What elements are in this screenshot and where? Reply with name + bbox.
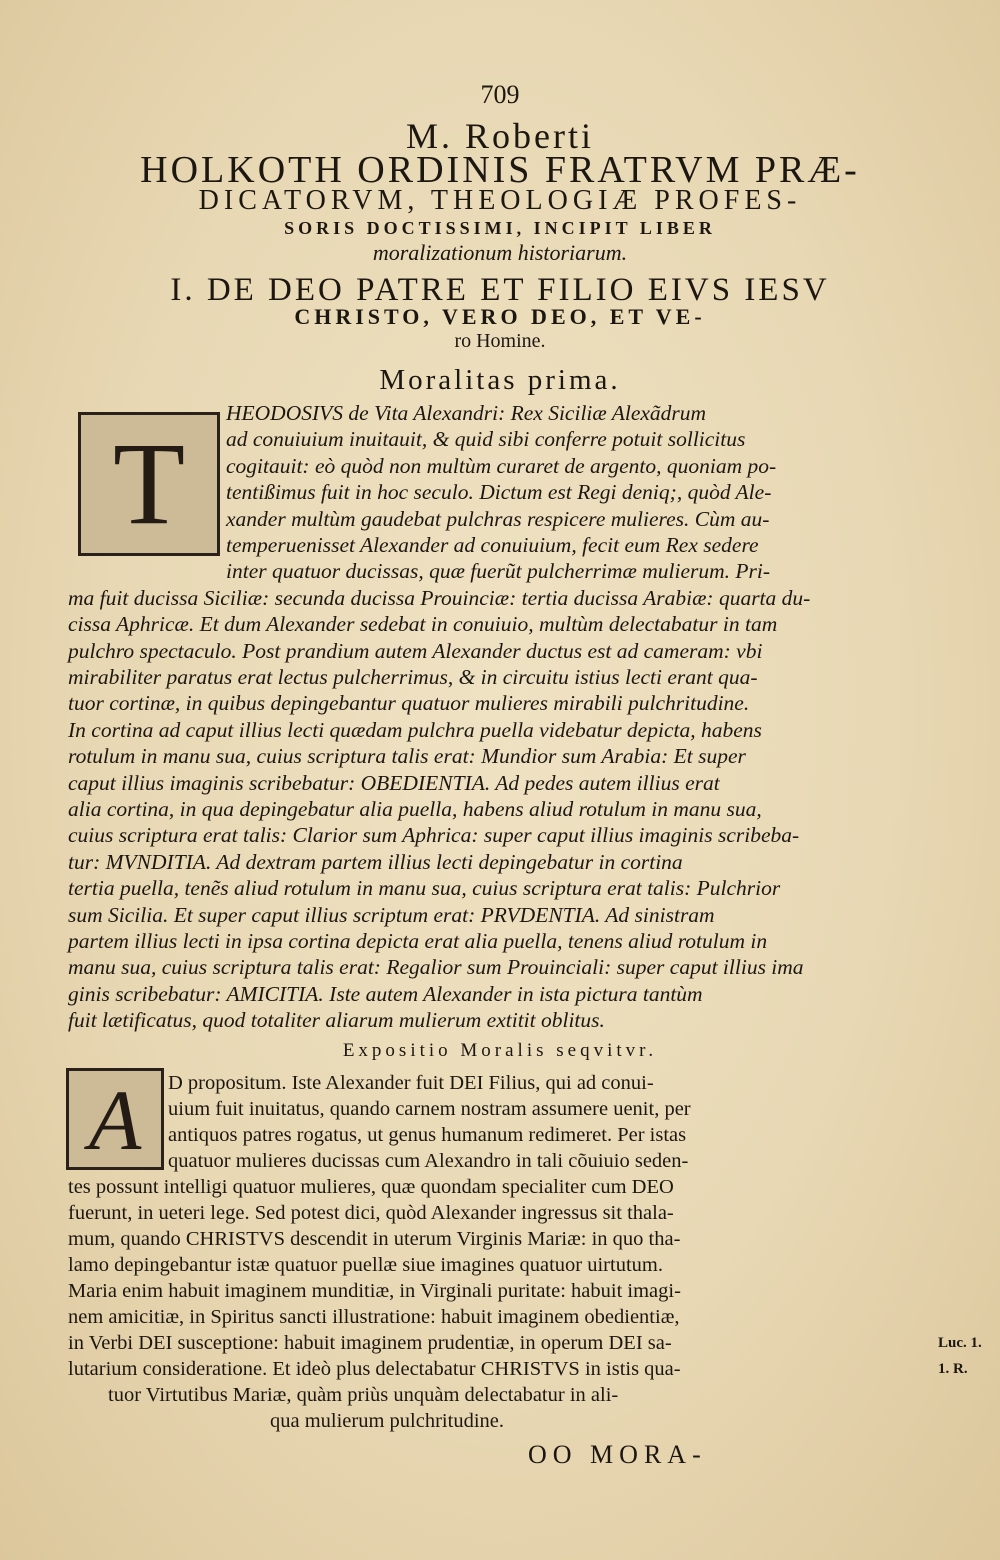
- story-line: fuit lætificatus, quod totaliter aliarum mulierum extitit oblitus.: [68, 1008, 605, 1032]
- story-line: rotulum in manu sua, cuius scriptura talis erat: Mundior sum Arabia: Et super: [68, 744, 746, 768]
- exposition-line: lamo depingebantur istæ quatuor puellæ siue imagines quatuor uirtutum.: [68, 1254, 663, 1276]
- story-line: mirabiliter paratus erat lectus pulcherrimus, & in circuitu istius lecti erant qua-: [68, 665, 758, 689]
- story-line: sum Sicilia. Et super caput illius scriptum erat: PRVDENTIA. Ad sinistram: [68, 903, 715, 927]
- story-line: In cortina ad caput illius lecti quædam pulchra puella videbatur depicta, habens: [68, 718, 762, 742]
- exposition-line: fuerunt, in ueteri lege. Sed potest dici, quòd Alexander ingressus sit thala-: [68, 1202, 674, 1224]
- page-number: 709: [480, 80, 520, 109]
- story-line: cuius scriptura erat talis: Clarior sum Aphrica: super caput illius imaginis scribeba-: [68, 823, 800, 847]
- story-line: HEODOSIVS de Vita Alexandri: Rex Siciliæ Alexãdrum: [226, 401, 707, 425]
- exposition-line: lutarium consideratione. Et ideò plus delectabatur CHRISTVS in istis qua-: [68, 1358, 681, 1380]
- margin-note: Luc. 1.: [938, 1335, 982, 1351]
- story-line: alia cortina, in qua depingebatur alia puella, habens aliud rotulum in manu sua,: [68, 797, 762, 821]
- initial-letter: A: [88, 1072, 142, 1168]
- story-line: tur: MVNDITIA. Ad dextram partem illius lecti depingebatur in cortina: [68, 850, 683, 874]
- chapter-title-line-1: I. DE DEO PATRE ET FILIO EIVS IESV: [170, 272, 830, 308]
- initial-letter: T: [112, 418, 186, 549]
- exposition-line: tes possunt intelligi quatuor mulieres, quæ quondam specialiter cum DEO: [68, 1176, 674, 1198]
- story-line: ad conuiuium inuitauit, & quid sibi conferre potuit sollicitus: [226, 427, 746, 451]
- exposition-heading: Expositio Moralis seqvitvr.: [342, 1040, 658, 1061]
- story-line: ma fuit ducissa Siciliæ: secunda ducissa Prouinciæ: tertia ducissa Arabiæ: quarta du-: [68, 586, 811, 610]
- story-line: pulchro spectaculo. Post prandium autem Alexander ductus est ad cameram: vbi: [68, 639, 763, 663]
- exposition-line: antiquos patres rogatus, ut genus humanum redimeret. Per istas: [168, 1124, 687, 1146]
- exposition-line: tuor Virtutibus Mariæ, quàm priùs unquàm delectabatur in ali-: [108, 1384, 619, 1406]
- exposition-line: D propositum. Iste Alexander fuit DEI Filius, qui ad conui-: [168, 1072, 654, 1094]
- margin-note: 1. R.: [938, 1361, 968, 1377]
- story-line: tentißimus fuit in hoc seculo. Dictum est Regi deniq;, quòd Ale-: [226, 480, 772, 504]
- heading-line-4: SORIS DOCTISSIMI, INCIPIT LIBER: [284, 218, 716, 238]
- story-line: temperuenisset Alexander ad conuiuium, fecit eum Rex sedere: [226, 533, 759, 557]
- heading-line-5: moralizationum historiarum.: [372, 240, 628, 265]
- story-line: manu sua, cuius scriptura talis erat: Regalior sum Prouinciali: super caput illius ima: [68, 955, 804, 979]
- chapter-title-line-2: CHRISTO, VERO DEO, ET VE-: [294, 304, 706, 329]
- exposition-line: Maria enim habuit imaginem munditiæ, in Virginali puritate: habuit imagi-: [68, 1280, 681, 1302]
- chapter-title-line-3: ro Homine.: [454, 330, 546, 352]
- story-line: ginis scribebatur: AMICITIA. Iste autem Alexander in ista pictura tantùm: [68, 982, 703, 1006]
- story-line: caput illius imaginis scribebatur: OBEDIENTIA. Ad pedes autem illius erat: [68, 771, 720, 795]
- heading-line-3: DICATORVM, THEOLOGIÆ PROFES-: [198, 185, 802, 216]
- exposition-line: qua mulierum pulchritudine.: [270, 1410, 504, 1432]
- exposition-line: in Verbi DEI susceptione: habuit imaginem prudentiæ, in operum DEI sa-: [68, 1332, 672, 1354]
- story-line: inter quatuor ducissas, quæ fuerũt pulcherrimæ mulierum. Pri-: [226, 559, 771, 583]
- story-line: cissa Aphricæ. Et dum Alexander sedebat in conuiuio, multùm delectabatur in tam: [68, 612, 778, 636]
- exposition-line: nem amicitiæ, in Spiritus sancti illustratione: habuit imaginem obedientiæ,: [68, 1306, 680, 1328]
- story-line: xander multùm gaudebat pulchras respicere mulieres. Cùm au-: [226, 507, 770, 531]
- story-line: tertia puella, tenẽs aliud rotulum in manu sua, cuius scriptura erat talis: Pulchrior: [68, 876, 781, 900]
- story-line: partem illius lecti in ipsa cortina depicta erat alia puella, tenens aliud rotulum in: [68, 929, 768, 953]
- section-title: Moralitas prima.: [379, 364, 621, 396]
- exposition-line: uium fuit inuitatus, quando carnem nostram assumere uenit, per: [168, 1098, 691, 1120]
- heading-author: M. Roberti: [406, 116, 594, 156]
- woodcut-initial-a: [66, 1068, 164, 1170]
- heading-line-2: HOLKOTH ORDINIS FRATRVM PRÆ-: [140, 149, 860, 191]
- catchword: OO MORA-: [528, 1440, 707, 1469]
- story-line: cogitauit: eò quòd non multùm curaret de argento, quoniam po-: [226, 454, 777, 478]
- story-line: tuor cortinæ, in quibus depingebantur quatuor mulieres mirabili pulchritudine.: [68, 691, 750, 715]
- exposition-line: quatuor mulieres ducissas cum Alexandro in tali cõuiuio seden-: [168, 1150, 689, 1172]
- woodcut-initial-t: [78, 412, 220, 556]
- exposition-line: mum, quando CHRISTVS descendit in uterum Virginis Mariæ: in quo tha-: [68, 1228, 681, 1250]
